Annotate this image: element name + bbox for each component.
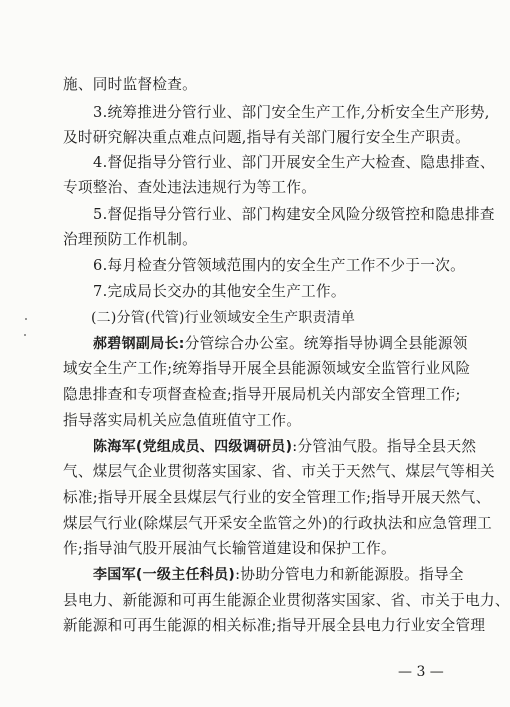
text-line: 5.督促指导分管行业、部门构建安全风险分级管控和隐患排查 [93,206,495,223]
text-line: 煤层气行业(除煤层气开采安全监管之外)的行政执法和应急管理工 [63,515,493,532]
text-line: 气、煤层气企业贯彻落实国家、省、市关于天然气、煤层气等相关 [63,463,495,480]
person-name: 郝碧钢副局长: [93,336,185,352]
text-line: 4.督促指导分管行业、部门开展安全生产大检查、隐患排查、 [93,154,495,171]
person-duty: 分管综合办公室。统筹指导协调全县能源领 [184,335,468,352]
text-line: 隐患排查和专项督查检查;指导开展局机关内部安全管理工作; [63,386,461,403]
person-entry [93,563,464,587]
text-line: 专项整治、查处违法违规行为等工作。 [63,179,317,196]
text-line: 作;指导油气股开展油气长输管道建设和保护工作。 [63,540,396,557]
person-name: 陈海军(党组成员、四级调研员) [93,439,293,455]
text-line: 指导落实局机关应急值班值守工作。 [63,412,302,429]
text-line: 治理预防工作机制。 [63,231,198,248]
text-line: 县电力、新能源和可再生能源企业贯彻落实国家、省、市关于电力、 [63,592,510,609]
section-heading: (二)分管(代管)行业领域安全生产职责清单 [91,310,356,326]
person-name: 李国军(一级主任科员) [93,567,236,583]
text-line: 域安全生产工作;统筹指导开展全县能源领域安全监管行业风险 [63,360,471,377]
person-duty: :协助分管电力和新能源股。指导全 [235,566,464,583]
scan-speck [24,334,26,336]
text-line: 标准;指导开展全县煤层气行业的安全管理工作;指导开展天然气、 [63,489,491,506]
person-duty: :分管油气股。指导全县天然 [292,438,477,455]
text-line: 7.完成局长交办的其他安全生产工作。 [93,283,346,300]
page-number: — 3 — [398,664,444,680]
person-entry [93,435,477,459]
scan-speck [25,318,27,320]
text-line: 3.统筹推进分管行业、部门安全生产工作,分析安全生产形势, [93,104,490,121]
person-entry [93,332,468,356]
text-line: 及时研究解决重点难点问题,指导有关部门履行安全生产职责。 [63,129,471,146]
text-line: 施、同时监督检查。 [63,76,198,93]
text-line: 新能源和可再生能源的相关标准;指导开展全县电力行业安全管理 [63,617,486,634]
text-line: 6.每月检查分管领域范围内的安全生产工作不少于一次。 [93,257,465,274]
